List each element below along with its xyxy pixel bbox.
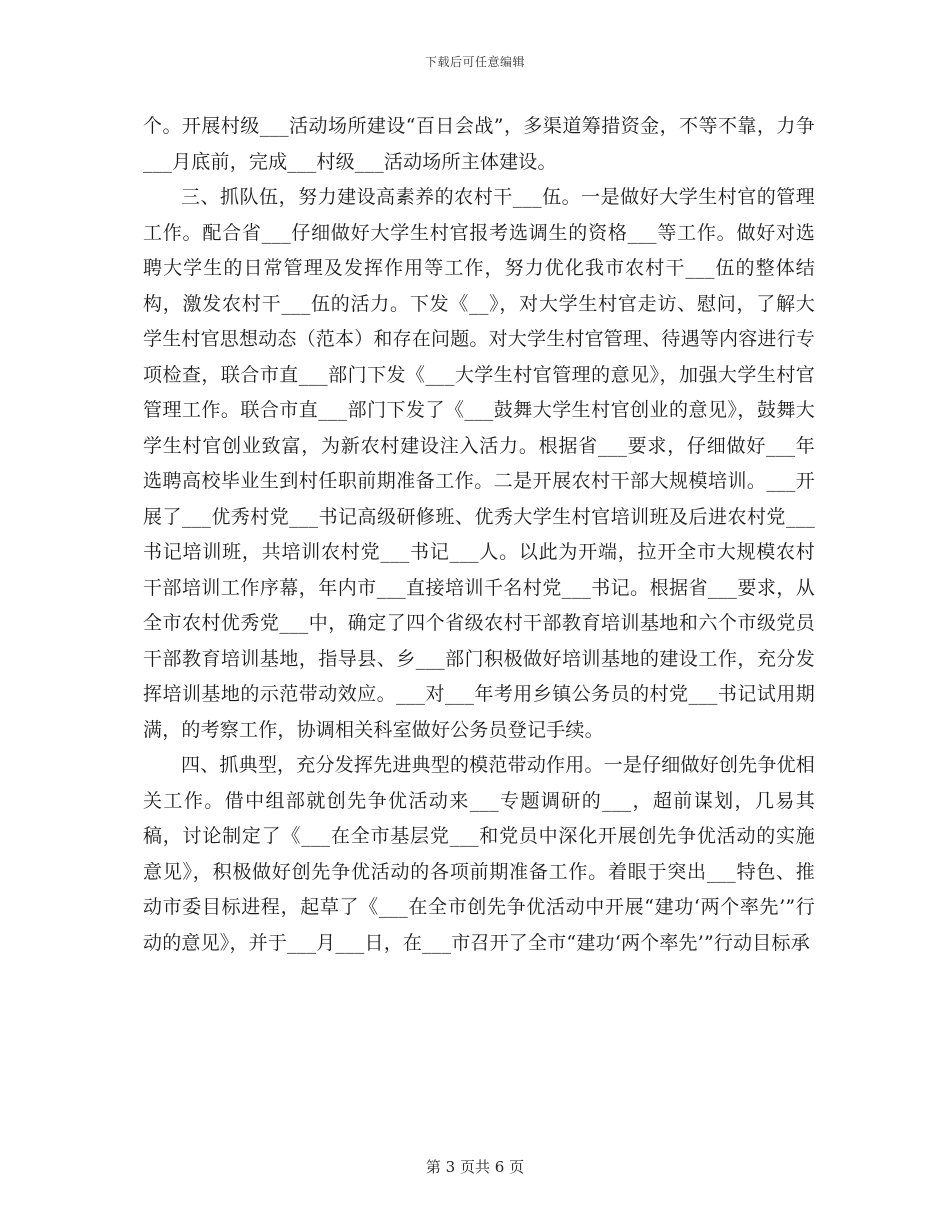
page-number: 第 3 页共 6 页 (425, 1158, 525, 1176)
paragraph-section-three: 三、抓队伍，努力建设高素养的农村干___伍。一是做好大学生村官的管理工作。配合省___仔细做好大学生村官报考选调生的资格___等工作。做好对选聘大学生的日常管理及发挥作用等工作，努力优化我市农村干___伍的整体结构，激发农村干___伍的活力。下发《__》，对大学生村官走访、慰问，了解大学生村官思想动态（范本）和存在问题。对大学生村官管理、待遇等内容进行专项检查，联合市直___部门下发《___大学生村官管理的意见》，加强大学生村官管理工作。联合市直___部门下发了《___鼓舞大学生村官创业的意见》，鼓舞大学生村官创业致富，为新农村建设注入活力。根据省___要求，仔细做好___年选聘高校毕业生到村任职前期准备工作。二是开展农村干部大规模培训。___开展了___优秀村党___书记高级研修班、优秀大学生村官培训班及后进农村党___书记培训班，共培训农村党___书记___人。以此为开端，拉开全市大规模农村干部培训工作序幕，年内市___直接培训千名村党___书记。根据省___要求，从全市农村优秀党___中，确定了四个省级农村干部教育培训基地和六个市级党员干部教育培训基地，指导县、乡___部门积极做好培训基地的建设工作，充分发挥培训基地的示范带动效应。___对___年考用乡镇公务员的村党___书记试用期满，的考察工作，协调相关科室做好公务员登记手续。 (143, 186, 816, 741)
document-body (143, 109, 815, 961)
page-header-note: 下载后可任意编辑 (424, 55, 525, 69)
paragraph-continuation: 个。开展村级___活动场所建设“百日会战”，多渠道筹措资金，不等不靠，力争___月底前，完成___村级___活动场所主体建设。 (143, 115, 815, 173)
paragraph-section-four: 四、抓典型，充分发挥先进典型的模范带动作用。一是仔细做好创先争优相关工作。借中组部就创先争优活动来___专题调研的___，超前谋划，几易其稿，讨论制定了《___在全市基层党___和党员中深化开展创先争优活动的实施意见》，积极做好创先争优活动的各项前期准备工作。着眼于突出___特色、推动市委目标进程，起草了《___在全市创先争优活动中开展“建功‘两个率先’”行动的意见》，并于___月___日，在___市召开了全市“建功‘两个率先’”行动目标承 (143, 754, 815, 954)
